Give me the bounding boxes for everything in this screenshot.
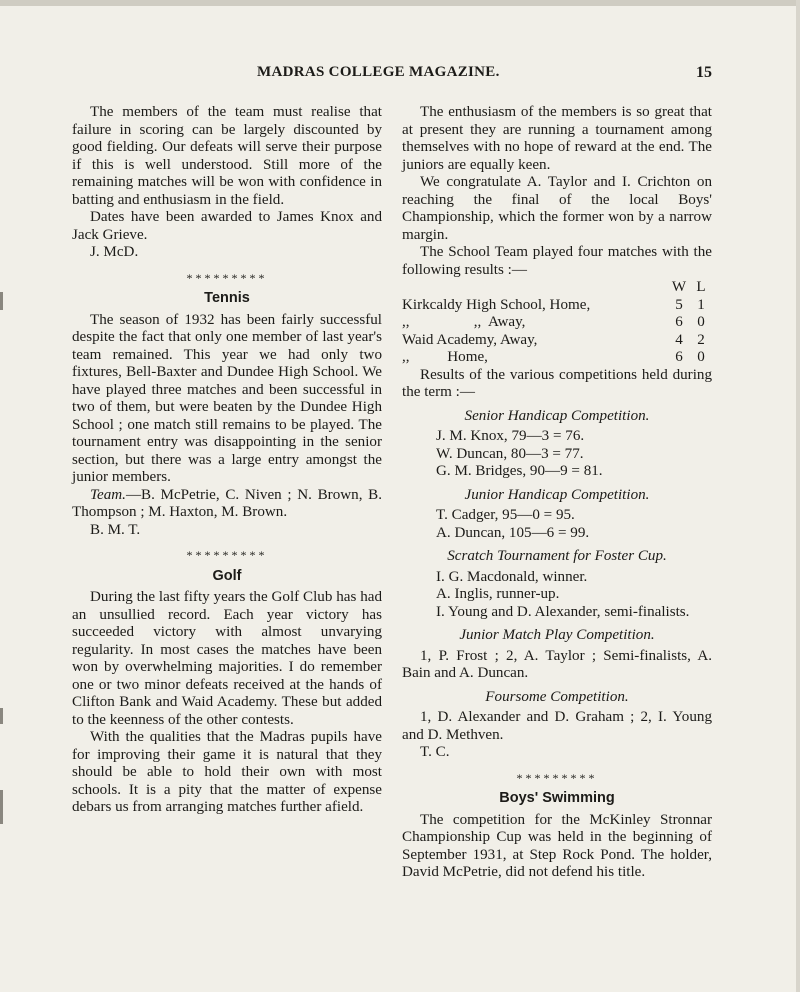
cricket-paragraph-2: Dates have been awarded to James Knox and Jack Grieve. [72, 209, 382, 243]
tennis-team-paragraph [72, 487, 382, 522]
running-header [72, 64, 712, 84]
table-row [402, 314, 712, 332]
table-row [402, 297, 712, 315]
page-right-edge [796, 0, 800, 992]
golf-signature: T. C. [420, 744, 450, 760]
opponent: ,, Home, [402, 349, 488, 365]
results-header-row [402, 279, 712, 297]
opponent: ,, ,, Away, [402, 314, 526, 330]
section-divider: ********* [186, 270, 268, 285]
left-column [72, 104, 382, 817]
wins-header: W [671, 279, 687, 295]
list-item: G. M. Bridges, 90—9 = 81. [436, 463, 603, 479]
section-divider: ********* [186, 548, 268, 562]
cricket-signature: J. McD. [90, 244, 139, 260]
foursome-text: 1, D. Alexander and D. Graham ; 2, I. Young and D. Methven. [402, 709, 712, 743]
golf-paragraph-3: The enthusiasm of the members is so great that at present they are running a tournament among themselves with no hope of reward at the end. The juniors are equally keen. [402, 104, 712, 173]
opponent: Waid Academy, Away, [402, 331, 538, 348]
table-row [402, 332, 712, 350]
golf-paragraph-4: We congratulate A. Taylor and I. Crichton on reaching the final of the local Boys' Championship, which the former won by a narrow margin. [402, 174, 712, 243]
junior-match-play-title: Junior Match Play Competition. [459, 627, 655, 643]
wins: 4 [675, 331, 683, 348]
swimming-paragraph-1: The competition for the McKinley Stronnar Championship Cup was held in the beginning of September 1931, at Step Rock Pond. The holder, David McPetrie, did not defend his title. [402, 811, 712, 880]
binding-mark [0, 292, 3, 310]
senior-handicap-title: Senior Handicap Competition. [464, 407, 650, 424]
list-item: I. G. Macdonald, winner. [436, 568, 588, 585]
losses-header: L [696, 279, 706, 295]
junior-handicap-title: Junior Handicap Competition. [464, 486, 650, 503]
golf-paragraph-2: With the qualities that the Madras pupils have for improving their game it is natural that they should be able to hold their own with most schools. It is a pity that the matter of expense debars us from arranging matches further afield. [72, 729, 382, 815]
list-item: A. Duncan, 105—6 = 99. [436, 524, 590, 541]
tennis-signature: B. M. T. [90, 521, 141, 538]
tennis-heading: Tennis [204, 290, 250, 306]
junior-match-play-text: 1, P. Frost ; 2, A. Taylor ; Semi-finalists, A. Bain and A. Duncan. [402, 647, 712, 681]
tennis-paragraph-1: The season of 1932 has been fairly successful despite the fact that only one member of last year's team remained. This year we had only two fixtures, Bell-Baxter and Dundee High School. We have played three matches and been successful in two of them, but were beaten by the Dundee High School ; one match still remains to be played. The tournament entry was disappointing in the senior section, but there was a large entry amongst the junior members. [72, 311, 382, 485]
list-item: A. Inglis, runner-up. [436, 586, 560, 602]
golf-paragraph-1: During the last fifty years the Golf Club has had an unsullied record. Each year victory has succeeded victory with almost unvarying regularity. In most cases the matches have been won by overwhelming majorities. I do remember one or two minor defeats received at the hands of Clifton Bank and Waid Academy. These but added to the keenness of the other contests. [72, 589, 382, 728]
team-text: —B. McPetrie, C. Niven ; N. Brown, B. Thompson ; M. Haxton, M. Brown. [72, 486, 382, 520]
running-title: MADRAS COLLEGE MAGAZINE. [257, 64, 500, 80]
list-item: J. M. Knox, 79—3 = 76. [436, 428, 585, 444]
right-column [402, 104, 712, 882]
losses: 0 [697, 314, 705, 330]
losses: 1 [697, 296, 705, 313]
wins: 6 [675, 349, 683, 365]
losses: 2 [697, 331, 705, 348]
page-top-edge [0, 0, 800, 6]
list-item: I. Young and D. Alexander, semi-finalists. [436, 603, 690, 620]
golf-heading: Golf [212, 567, 242, 584]
binding-mark [0, 790, 3, 824]
list-item: T. Cadger, 95—0 = 95. [436, 507, 575, 523]
wins: 6 [675, 314, 683, 330]
competitions-intro: Results of the various competitions held during the term :— [402, 366, 712, 400]
page-number: 15 [696, 64, 712, 81]
scratch-tournament-title: Scratch Tournament for Foster Cup. [447, 548, 667, 564]
cricket-paragraph-1: The members of the team must realise that failure in scoring can be largely discounted by good fielding. Our defeats will serve their purpose if this is well understood. Still more of the remaining matches will be won with confidence in batting and enthusiasm in the field. [72, 104, 382, 208]
wins: 5 [675, 296, 683, 313]
foursome-title: Foursome Competition. [485, 688, 629, 705]
list-item: W. Duncan, 80—3 = 77. [436, 445, 584, 462]
team-label: Team. [90, 486, 126, 503]
losses: 0 [697, 349, 705, 365]
opponent: Kirkcaldy High School, Home, [402, 296, 591, 313]
results-table [402, 279, 712, 367]
golf-paragraph-5: The School Team played four matches with the following results :— [402, 244, 712, 278]
table-row [402, 349, 712, 367]
section-divider: ********* [516, 770, 598, 785]
binding-mark [0, 708, 3, 724]
swimming-heading: Boys' Swimming [499, 790, 615, 806]
